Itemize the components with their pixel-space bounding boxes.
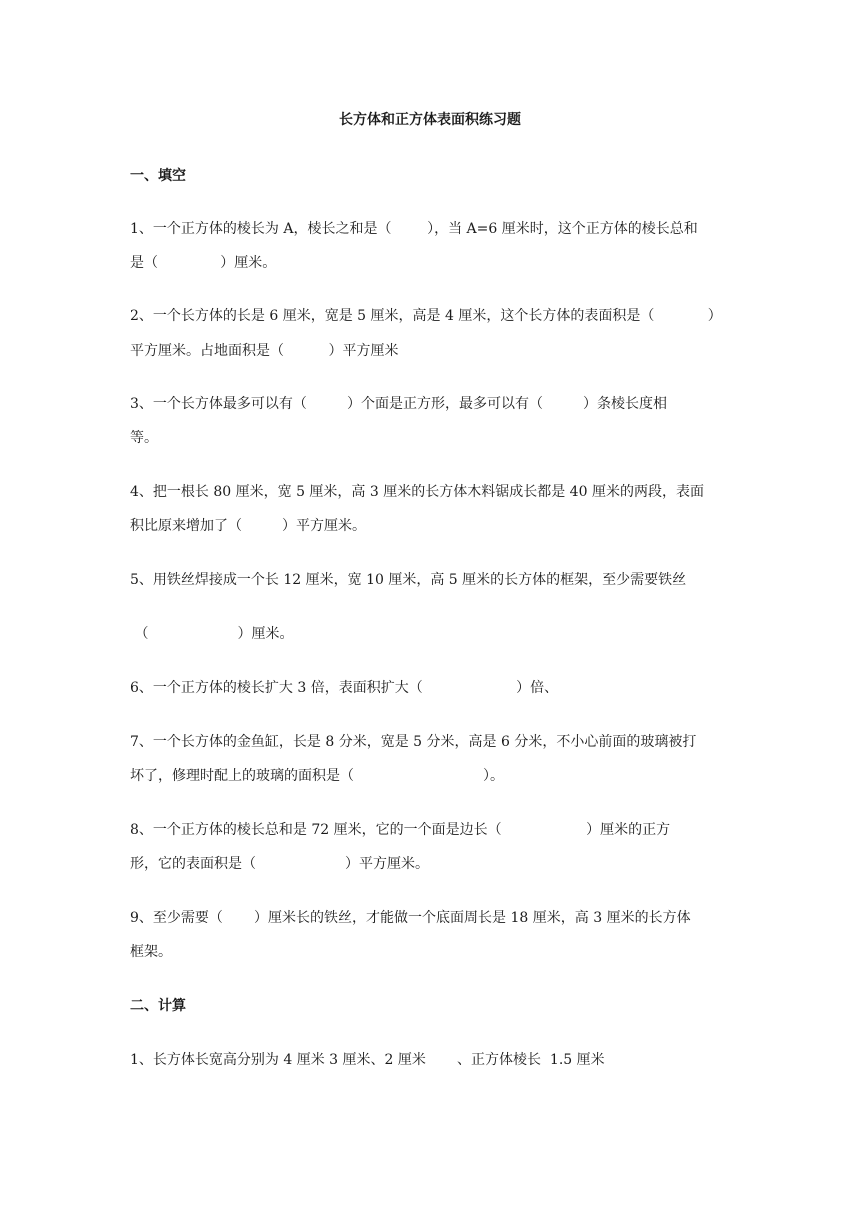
- question-7-line-2: 坏了，修理时配上的玻璃的面积是（ ）。: [130, 768, 505, 784]
- question-3-line-2: 等。: [130, 430, 158, 446]
- question-4-line-2: 积比原来增加了（ ）平方厘米。: [130, 518, 367, 534]
- question-7-line-1: 7、一个长方体的金鱼缸，长是 8 分米，宽是 5 分米，高是 6 分米，不小心前面的玻璃被打: [130, 734, 697, 750]
- question-9-line-1: 9、至少需要（ ）厘米长的铁丝，才能做一个底面周长是 18 厘米，高 3 厘米的长方体: [130, 910, 691, 926]
- question-3-line-1: 3、一个长方体最多可以有（ ）个面是正方形，最多可以有（ ）条棱长度相: [130, 396, 668, 412]
- question-1-line-2: 是（ ）厘米。: [130, 255, 277, 271]
- section-heading-calculation: 二、计算: [130, 998, 186, 1014]
- question-5-line-2: （ ）厘米。: [130, 626, 294, 642]
- calc-question-1-line: 1、长方体长宽高分别为 4 厘米 3 厘米、2 厘米 、正方体棱长 1.5 厘米: [130, 1052, 605, 1068]
- question-5-line-1: 5、用铁丝焊接成一个长 12 厘米，宽 10 厘米，高 5 厘米的长方体的框架，至少需要铁丝: [130, 572, 687, 588]
- question-1-line-1: 1、一个正方体的棱长为 A，棱长之和是（ ），当 A=6 厘米时，这个正方体的棱长总和: [130, 221, 698, 237]
- section-heading-fill-blank: 一、填空: [130, 168, 186, 184]
- question-2-line-1: 2、一个长方体的长是 6 厘米，宽是 5 厘米，高是 4 厘米，这个长方体的表面积是（ ）: [130, 308, 722, 324]
- question-6-line: 6、一个正方体的棱长扩大 3 倍，表面积扩大（ ）倍、: [130, 680, 559, 696]
- question-9-line-2: 框架。: [130, 944, 172, 960]
- page-title: 长方体和正方体表面积练习题: [339, 112, 521, 128]
- question-8-line-1: 8、一个正方体的棱长总和是 72 厘米，它的一个面是边长（ ）厘米的正方: [130, 822, 671, 838]
- question-2-line-2: 平方厘米。占地面积是（ ）平方厘米: [130, 343, 399, 359]
- question-8-line-2: 形，它的表面积是（ ）平方厘米。: [130, 856, 430, 872]
- question-4-line-1: 4、把一根长 80 厘米，宽 5 厘米，高 3 厘米的长方体木料锯成长都是 40 厘米的两段，表面: [130, 484, 704, 500]
